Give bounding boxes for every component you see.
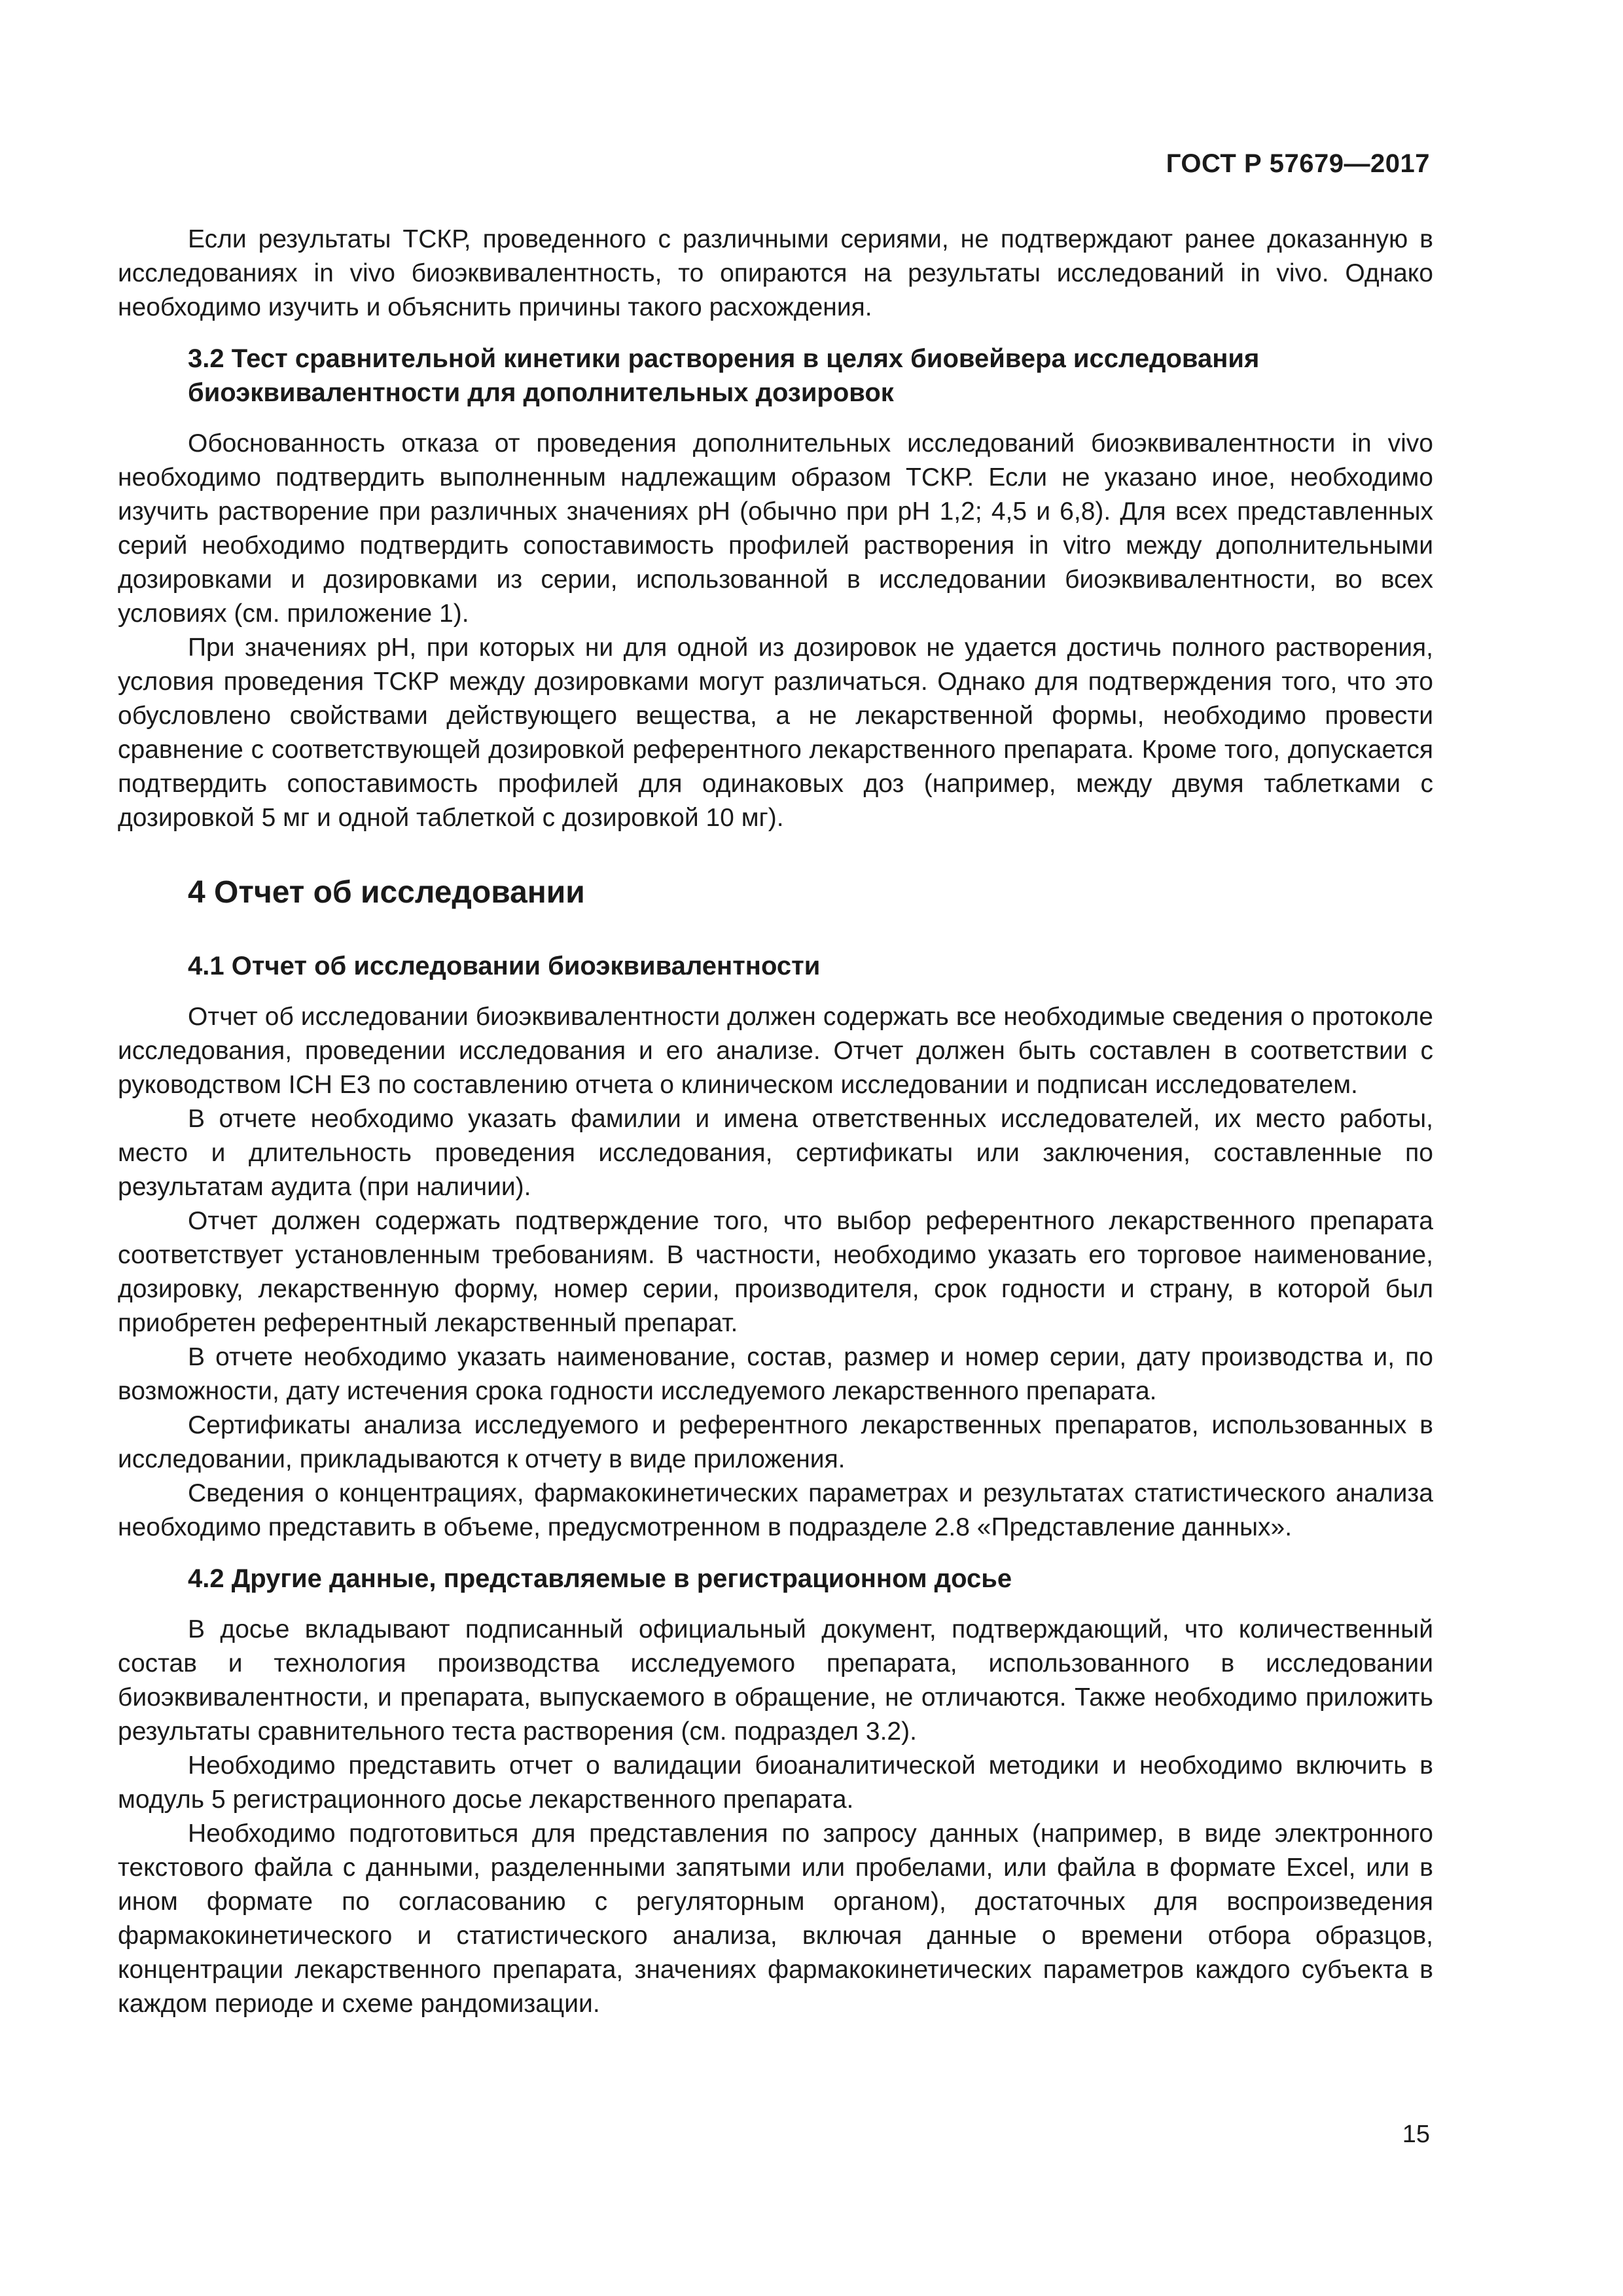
paragraph: Необходимо представить отчет о валидации биоаналитической методики и необходимо включить в модуль 5 регистрационного досье лекарственного препарата. — [118, 1751, 1433, 1814]
subsection-heading-4-2: 4.2 Другие данные, представляемые в регистрационном досье — [188, 1564, 1012, 1593]
paragraph: Отчет об исследовании биоэквивалентности должен содержать все необходимые сведения о протоколе исследования, проведении исследования и его анализе. Отчет должен быть составлен в соответствии с руководством ICH E3 по составлению отчета о клиническом исследовании и подписан исследователем. — [118, 1003, 1433, 1099]
paragraph: Сертификаты анализа исследуемого и референтного лекарственных препаратов, использованных в исследовании, прикладываются к отчету в виде приложения. — [118, 1411, 1433, 1473]
paragraph: Отчет должен содержать подтверждение того, что выбор референтного лекарственного препарата соответствует установленным требованиям. В частности, необходимо указать его торговое наименование, дозировку, лекарственную форму, номер серии, производителя, срок годности и страну, в которой был приобретен референтный лекарственный препарат. — [118, 1207, 1433, 1337]
document-body — [118, 223, 1433, 2021]
paragraph: Необходимо подготовиться для представления по запросу данных (например, в виде электронного текстового файла с данными, разделенными запятыми или пробелами, или файла в формате Excel, или в ином формате по согласованию с регуляторным органом), достаточных для воспроизведения фармакокинетического и статистического анализа, включая данные о времени отбора образцов, концентрации лекарственного препарата, значениях фармакокинетических параметров каждого субъекта в каждом периоде и схеме рандомизации. — [118, 1820, 1433, 2018]
paragraph: Сведения о концентрациях, фармакокинетических параметрах и результатах статистического анализа необходимо представить в объеме, предусмотренном в подразделе 2.8 «Представление данных». — [118, 1479, 1433, 1541]
subsection-heading-3-2: 3.2 Тест сравнительной кинетики растворения в целях биовейвера исследования биоэквивалентности для дополнительных дозировок — [188, 344, 1260, 407]
standard-code-header: ГОСТ Р 57679—2017 — [1166, 149, 1430, 178]
paragraph: В отчете необходимо указать фамилии и имена ответственных исследователей, их место работы, место и длительность проведения исследования, сертификаты или заключения, составленные по результатам аудита (при наличии). — [118, 1105, 1433, 1201]
paragraph: Если результаты ТСКР, проведенного с различными сериями, не подтверждают ранее доказанную в исследованиях in vivo биоэквивалентность, то опираются на результаты исследований in vivo. Однако необходимо изучить и объяснить причины такого расхождения. — [118, 225, 1433, 321]
paragraph: В отчете необходимо указать наименование, состав, размер и номер серии, дату производства и, по возможности, дату истечения срока годности исследуемого лекарственного препарата. — [118, 1343, 1433, 1405]
page-number: 15 — [1402, 2121, 1430, 2148]
paragraph: В досье вкладывают подписанный официальный документ, подтверждающий, что количественный состав и технология производства исследуемого препарата, использованного в исследовании биоэквивалентности, и препарата, выпускаемого в обращение, не отличаются. Также необходимо приложить результаты сравнительного теста растворения (см. подраздел 3.2). — [118, 1615, 1433, 1746]
subsection-heading-4-1: 4.1 Отчет об исследовании биоэквивалентности — [188, 952, 821, 980]
section-heading-4: 4 Отчет об исследовании — [188, 875, 585, 910]
paragraph: При значениях pH, при которых ни для одной из дозировок не удается достичь полного растворения, условия проведения ТСКР между дозировками могут различаться. Однако для подтверждения того, что это обусловлено свойствами действующего вещества, а не лекарственной формы, необходимо провести сравнение с соответствующей дозировкой референтного лекарственного препарата. Кроме того, допускается подтвердить сопоставимость профилей для одинаковых доз (например, между двумя таблетками с дозировкой 5 мг и одной таблеткой с дозировкой 10 мг). — [118, 634, 1433, 832]
paragraph: Обоснованность отказа от проведения дополнительных исследований биоэквивалентности in vivo необходимо подтвердить выполненным надлежащим образом ТСКР. Если не указано иное, необходимо изучить растворение при различных значениях pH (обычно при pH 1,2; 4,5 и 6,8). Для всех представленных серий необходимо подтвердить сопоставимость профилей растворения in vitro между дополнительными дозировками и дозировками из серии, использованной в исследовании биоэквивалентности, во всех условиях (см. приложение 1). — [118, 429, 1433, 628]
